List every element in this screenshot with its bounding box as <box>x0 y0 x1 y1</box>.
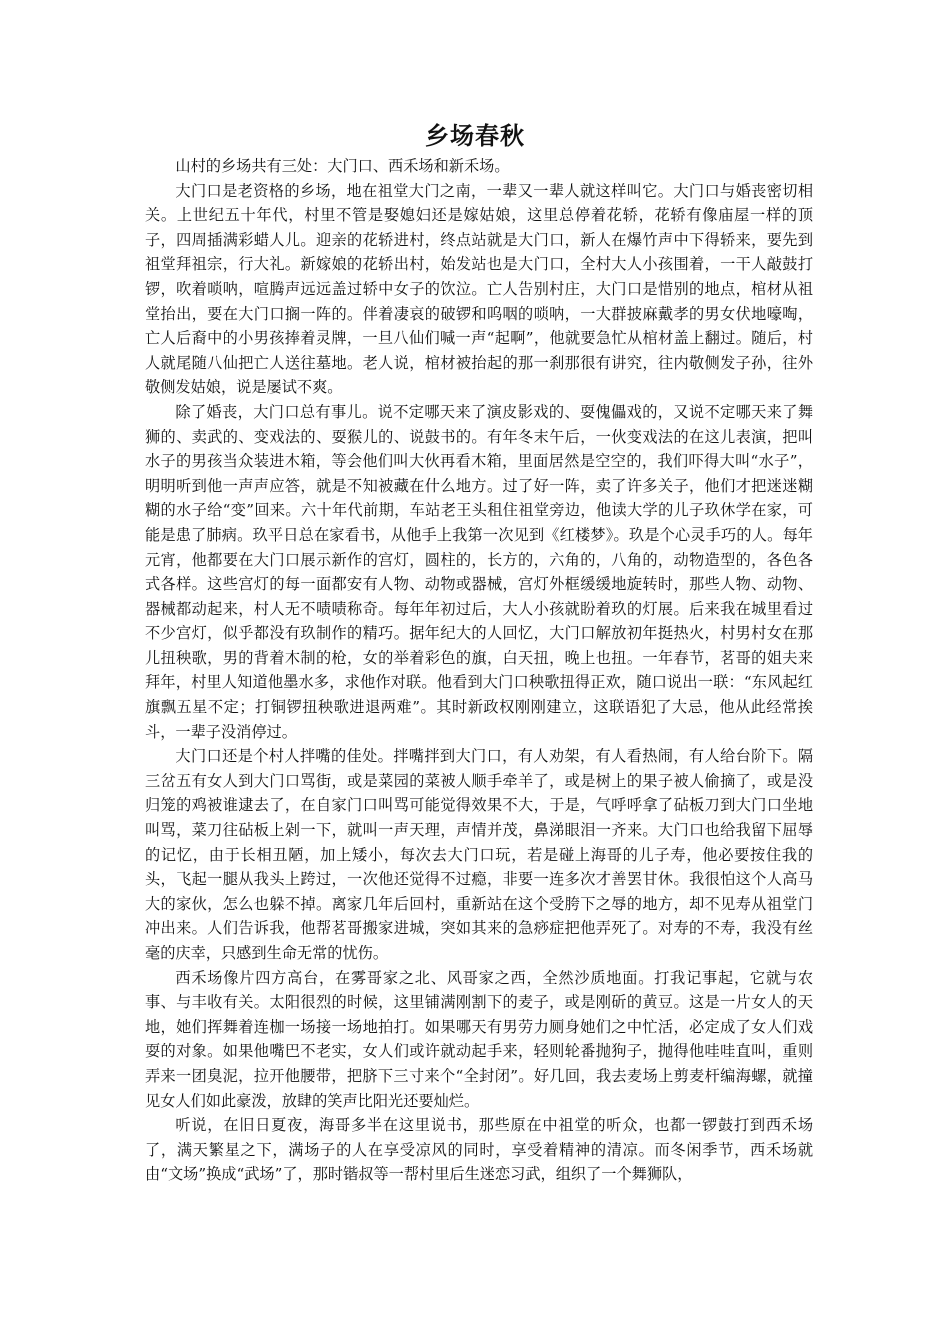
paragraph: 山村的乡场共有三处：大门口、西禾场和新禾场。 <box>175 157 510 175</box>
paragraph: 听说，在旧日夏夜，海哥多半在这里说书，那些原在中祖堂的听众，也都一锣鼓打到西禾场了，满天繁星之下，满场子的人在享受凉风的同时，享受着精神的清凉。而冬闲季节，西禾场就由“文场”换成“武场”了，那时锴叔等一帮村里后生迷恋习武，组织了一个舞狮队， <box>145 1116 813 1184</box>
paragraph: 大门口是老资格的乡场，地在祖堂大门之南，一辈又一辈人就这样叫它。大门口与婚丧密切相关。上世纪五十年代，村里不管是娶媳妇还是嫁姑娘，这里总停着花轿，花轿有像庙屋一样的顶子，四周插满彩蜡人儿。迎亲的花轿进村，终点站就是大门口，新人在爆竹声中下得轿来，要先到祖堂拜祖宗，行大礼。新嫁娘的花轿出村，始发站也是大门口，全村大人小孩围着，一干人敲鼓打锣，吹着唢呐，喧腾声远远盖过轿中女子的饮泣。亡人告别村庄，大门口是惜别的地点，棺材从祖堂抬出，要在大门口搁一阵的。伴着凄哀的破锣和呜咽的唢呐，一大群披麻戴孝的男女伏地嚎啕，亡人后裔中的小男孩捧着灵牌，一旦八仙们喊一声“起啊”，他就要急忙从棺材盖上翻过。随后，村人就尾随八仙把亡人送往墓地。老人说，棺材被抬起的那一刹那很有讲究，往内敬侧发子孙，往外敬侧发姑娘，说是屡试不爽。 <box>145 181 813 397</box>
article-body <box>145 154 813 1187</box>
paragraph: 大门口还是个村人拌嘴的佳处。拌嘴拌到大门口，有人劝架，有人看热闹，有人给台阶下。隔三岔五有女人到大门口骂街，或是菜园的菜被人顺手牵羊了，或是树上的果子被人偷摘了，或是没归笼的鸡被谁逮去了，在自家门口叫骂可能觉得效果不大，于是，气呼呼拿了砧板刀到大门口坐地叫骂，菜刀往砧板上剁一下，就叫一声天理，声情并茂，鼻涕眼泪一齐来。大门口也给我留下屈辱的记忆，由于长相丑陋，加上矮小，每次去大门口玩，若是碰上海哥的儿子寿，他必要按住我的头，飞起一腿从我头上跨过，一次他还觉得不过瘾，非要一连多次才善罢甘休。我很怕这个人高马大的家伙，怎么也躲不掉。离家几年后回村，重新站在这个受胯下之辱的地方，却不见寿从祖堂门冲出来。人们告诉我，他帮茗哥搬家进城，突如其来的急痧症把他弄死了。对寿的不寿，我没有丝毫的庆幸，只感到生命无常的忧伤。 <box>145 747 813 962</box>
page-title: 乡场春秋 <box>425 122 525 150</box>
paragraph: 西禾场像片四方高台，在雾哥家之北、风哥家之西，全然沙质地面。打我记事起，它就与农事、与丰收有关。太阳很烈的时候，这里铺满刚割下的麦子，或是刚斫的黄豆。这是一片女人的天地，她们挥舞着连枷一场接一场地拍打。如果哪天有男劳力厕身她们之中忙活，必定成了女人们戏耍的对象。如果他嘴巴不老实，女人们或许就动起手来，轻则轮番抛狗子，抛得他哇哇直叫，重则弄来一团臭泥，拉开他腰带，把脐下三寸来个“全封闭”。好几回，我去麦场上剪麦杆编海螺，就撞见女人们如此豪泼，放肆的笑声比阳光还要灿烂。 <box>145 968 813 1110</box>
paragraph: 除了婚丧，大门口总有事儿。说不定哪天来了演皮影戏的、耍傀儡戏的，又说不定哪天来了舞狮的、卖武的、变戏法的、耍猴儿的、说鼓书的。有年冬末午后，一伙变戏法的在这儿表演，把叫水子的男孩当众装进木箱，等会他们叫大伙再看木箱，里面居然是空空的，我们吓得大叫“水子”，明明听到他一声声应答，就是不知被藏在什么地方。过了好一阵，卖了许多关子，他们才把迷迷糊糊的水子给“变”回来。六十年代前期，车站老王头租住祖堂旁边，他读大学的儿子玖休学在家，可能是患了肺病。玖平日总在家看书，从他手上我第一次见到《红楼梦》。玖是个心灵手巧的人。每年元宵，他都要在大门口展示新作的宫灯，圆柱的，长方的，六角的，八角的，动物造型的，各色各式各样。这些宫灯的每一面都安有人物、动物或器械，宫灯外框缓缓地旋转时，那些人物、动物、器械都动起来，村人无不啧啧称奇。每年年初过后，大人小孩就盼着玖的灯展。后来我在城里看过不少宫灯，似乎都没有玖制作的精巧。据年纪大的人回忆，大门口解放初年挺热火，村男村女在那儿扭秧歌，男的背着木制的枪，女的举着彩色的旗，白天扭，晚上也扭。一年春节，茗哥的姐夫来拜年，村里人知道他墨水多，求他作对联。他看到大门口秧歌扭得正欢，随口说出一联：“东风起红旗飘五星不定；打铜锣扭秧歌进退两难”。其时新政权刚刚建立，这联语犯了大忌，他从此经常挨斗，一辈子没消停过。 <box>145 402 813 741</box>
